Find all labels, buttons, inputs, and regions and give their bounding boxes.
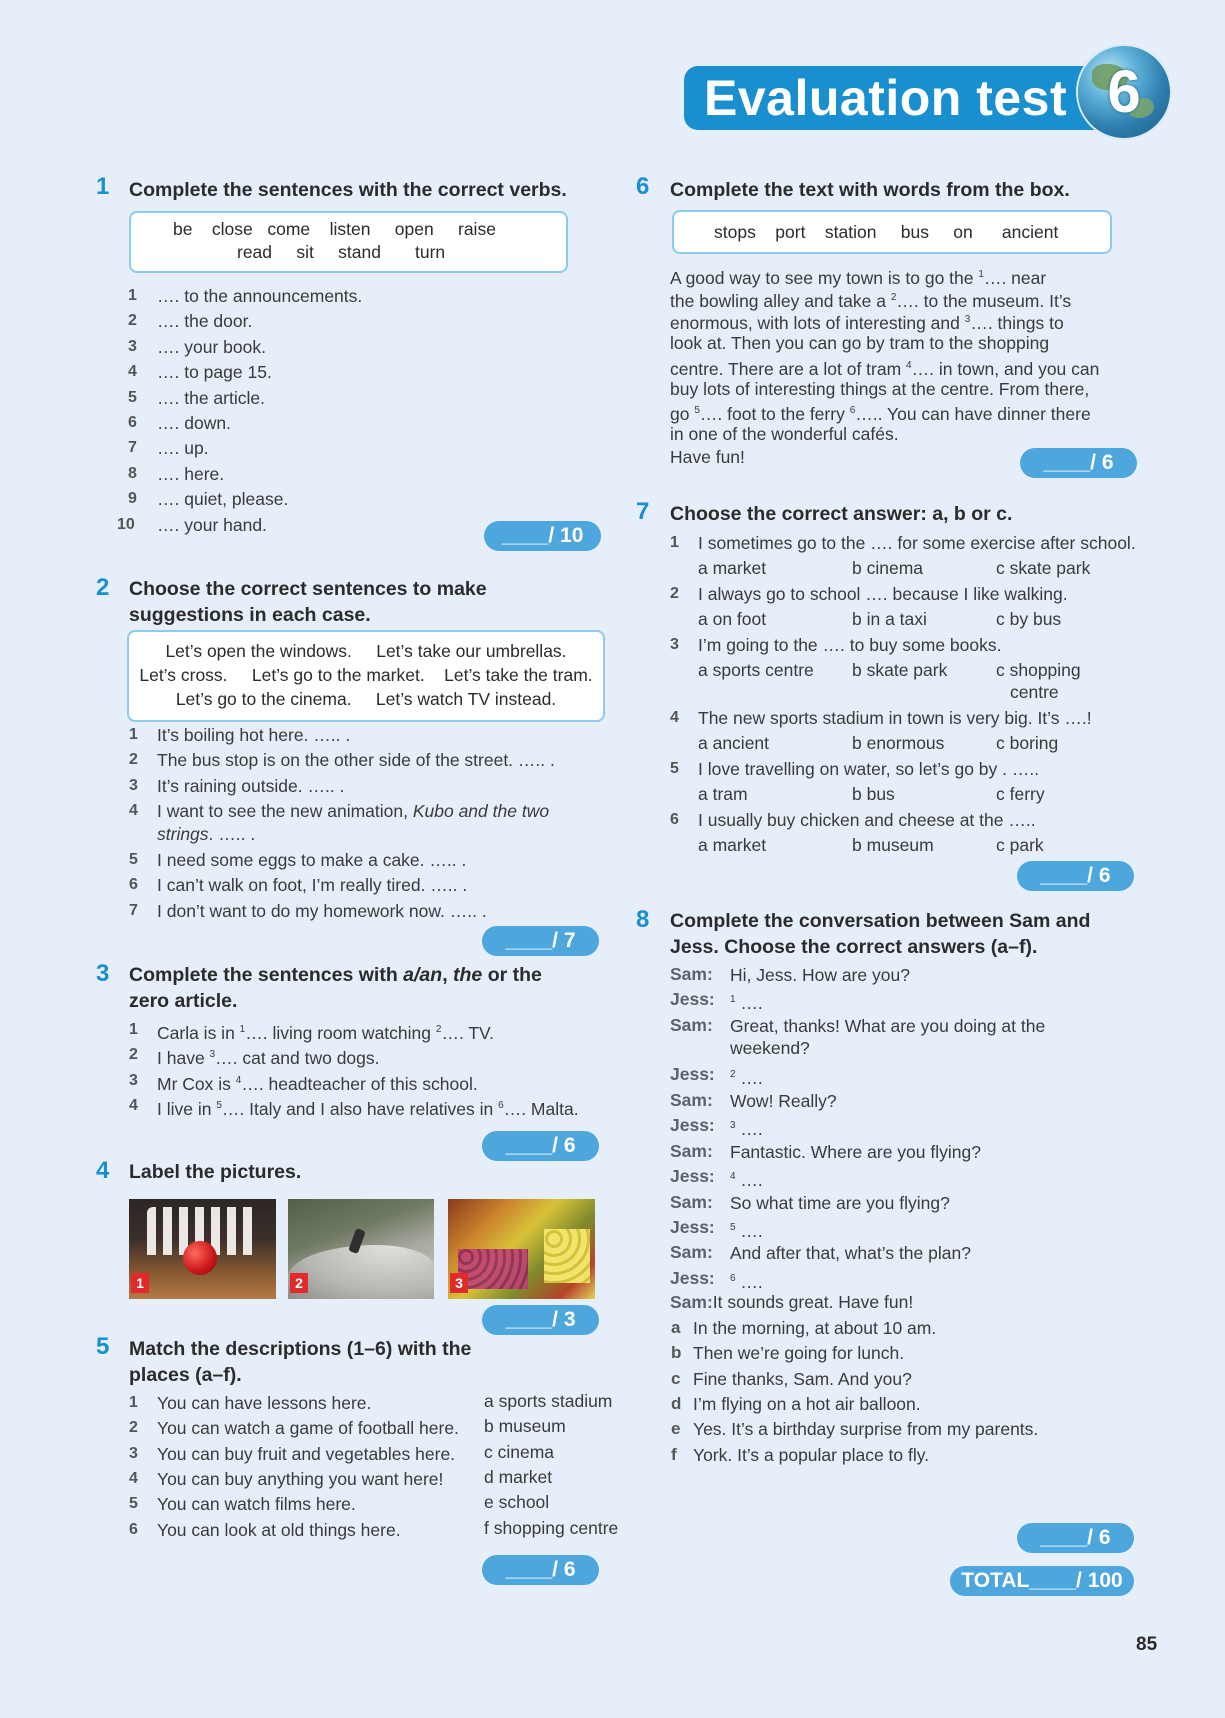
item-text: I want to see the new animation, Kubo and the two bbox=[157, 801, 550, 821]
section-heading: Complete the sentences with a/an, the or the bbox=[129, 964, 542, 986]
item-number: 2 bbox=[128, 312, 137, 330]
section-number: 6 bbox=[636, 173, 650, 200]
item-number: 5 bbox=[129, 851, 138, 868]
dialogue-line: Great, thanks! What are you doing at the bbox=[730, 1016, 1046, 1036]
speaker-label: Sam: bbox=[670, 1242, 713, 1262]
text-line: the bowling alley and take a $^2$…. to the museum. It’s bbox=[670, 290, 1072, 311]
section-number: 5 bbox=[96, 1333, 110, 1360]
speaker-label: Jess: bbox=[670, 1268, 715, 1288]
item-number: 7 bbox=[129, 902, 138, 919]
option-letter: f bbox=[671, 1444, 677, 1464]
dialogue-line: And after that, what’s the plan? bbox=[730, 1243, 971, 1263]
place-option: e school bbox=[484, 1492, 550, 1513]
item-text: Mr Cox is $^4$…. headteacher of this school. bbox=[157, 1073, 478, 1094]
item-text: Carla is in $^1$…. living room watching $^2$…. TV. bbox=[157, 1022, 494, 1043]
item-number: 2 bbox=[670, 585, 679, 602]
answer-option: a ancient bbox=[698, 733, 770, 753]
item-text: …. the door. bbox=[157, 311, 253, 332]
item-text: …. to the announcements. bbox=[157, 286, 363, 306]
score-badge: ____/ 3 bbox=[482, 1305, 599, 1335]
dialogue-line: $^1$ …. bbox=[730, 992, 763, 1013]
sentence-box-line: Let’s go to the cinema. Let’s watch TV instead. bbox=[175, 689, 557, 709]
text-line: enormous, with lots of interesting and $^3$…. things to bbox=[670, 313, 1064, 334]
section-heading: Complete the sentences with the correct verbs. bbox=[129, 179, 567, 201]
item-number: 5 bbox=[128, 388, 137, 406]
closing-line: Sam:It sounds great. Have fun! bbox=[670, 1292, 914, 1312]
item-number: 10 bbox=[117, 515, 135, 533]
answer-option: b bus bbox=[852, 784, 895, 804]
page-number: 85 bbox=[1136, 1634, 1158, 1655]
option-text: In the morning, at about 10 am. bbox=[693, 1318, 937, 1338]
speaker-label: Sam: bbox=[670, 1090, 713, 1110]
item-text: I don’t want to do my homework now. ….. . bbox=[157, 901, 487, 921]
market-picture bbox=[448, 1199, 595, 1299]
item-text: You can have lessons here. bbox=[157, 1393, 372, 1413]
picture-number: 3 bbox=[450, 1273, 468, 1293]
section-number: 7 bbox=[636, 498, 650, 525]
option-letter: d bbox=[671, 1393, 682, 1413]
text-line: buy lots of interesting things at the centre. From there, bbox=[670, 378, 1090, 399]
skate-park-picture bbox=[288, 1199, 434, 1299]
word-box-line: stops port station bus on ancient bbox=[714, 222, 1059, 242]
item-text: …. down. bbox=[157, 413, 231, 433]
total-badge: TOTAL____/ 100 bbox=[950, 1566, 1134, 1596]
item-text: I need some eggs to make a cake. ….. . bbox=[157, 850, 467, 870]
score-badge: ____/ 7 bbox=[482, 926, 599, 956]
section-heading: places (a–f). bbox=[129, 1364, 242, 1386]
answer-option: b museum bbox=[852, 835, 934, 855]
answer-option: a market bbox=[698, 835, 767, 855]
picture-number: 1 bbox=[131, 1273, 149, 1293]
item-text: The bus stop is on the other side of the street. ….. . bbox=[157, 750, 555, 770]
item-text: I live in $^5$…. Italy and I also have relatives in $^6$…. Malta. bbox=[157, 1098, 579, 1119]
option-text: Then we’re going for lunch. bbox=[693, 1343, 905, 1364]
speaker-label: Jess: bbox=[670, 1064, 715, 1084]
score-badge: ____/ 10 bbox=[484, 521, 601, 551]
section-heading: zero article. bbox=[129, 990, 238, 1012]
item-number: 1 bbox=[128, 287, 137, 304]
text-line: in one of the wonderful cafés. bbox=[670, 423, 899, 444]
question-text: I love travelling on water, so let’s go by . ….. bbox=[698, 759, 1040, 779]
item-number: 2 bbox=[129, 751, 138, 768]
text-line: centre. There are a lot of tram $^4$…. in town, and you can bbox=[670, 358, 1100, 379]
item-text: …. the article. bbox=[157, 387, 265, 408]
place-option: c cinema bbox=[484, 1441, 555, 1462]
item-text: You can watch a game of football here. bbox=[157, 1418, 459, 1439]
answer-option: c boring bbox=[996, 733, 1059, 753]
section-heading: Choose the correct sentences to make bbox=[129, 578, 487, 600]
answer-option: a on foot bbox=[698, 609, 767, 629]
option-letter: b bbox=[671, 1343, 682, 1363]
item-text: …. your book. bbox=[157, 336, 266, 357]
item-number: 7 bbox=[128, 439, 137, 457]
question-text: I sometimes go to the …. for some exercise after school. bbox=[698, 533, 1136, 553]
text-line: go $^5$…. foot to the ferry $^6$….. You can have dinner there bbox=[670, 404, 1091, 425]
dialogue-line: Wow! Really? bbox=[730, 1091, 837, 1111]
item-number: 5 bbox=[670, 760, 679, 777]
score-badge: ____/ 6 bbox=[1020, 448, 1137, 478]
score-badge: ____/ 6 bbox=[1017, 1523, 1134, 1553]
text-line: Have fun! bbox=[670, 446, 745, 467]
dialogue-line: $^4$ …. bbox=[730, 1169, 763, 1190]
section-heading: Jess. Choose the correct answers (a–f). bbox=[670, 936, 1038, 958]
place-option: b museum bbox=[484, 1416, 566, 1437]
speaker-label: Sam: bbox=[670, 1192, 713, 1212]
option-letter: c bbox=[671, 1368, 681, 1388]
item-text: …. up. bbox=[157, 438, 209, 459]
item-text: You can buy anything you want here! bbox=[157, 1468, 444, 1489]
speaker-label: Sam: bbox=[670, 964, 713, 984]
item-number: 1 bbox=[129, 1021, 138, 1038]
answer-option: centre bbox=[1010, 682, 1059, 702]
answer-option: c park bbox=[996, 835, 1044, 855]
speaker-label: Sam: bbox=[670, 1015, 713, 1035]
page-title: Evaluation test bbox=[704, 70, 1068, 126]
answer-option: a market bbox=[698, 558, 767, 578]
section-heading: Complete the conversation between Sam and bbox=[670, 910, 1091, 932]
question-text: The new sports stadium in town is very big. It’s ….! bbox=[698, 708, 1092, 728]
speaker-label: Jess: bbox=[670, 1166, 715, 1186]
item-text: It’s boiling hot here. ….. . bbox=[157, 725, 351, 745]
section-heading: Choose the correct answer: a, b or c. bbox=[670, 503, 1013, 525]
dialogue-line: $^3$ …. bbox=[730, 1118, 763, 1139]
speaker-label: Jess: bbox=[670, 1115, 715, 1135]
item-number: 2 bbox=[129, 1046, 138, 1064]
sentence-box-line: Let’s cross. Let’s go to the market. Let’s take the tram. bbox=[139, 665, 593, 685]
section-number: 1 bbox=[96, 173, 110, 200]
option-letter: a bbox=[671, 1318, 681, 1337]
place-option: f shopping centre bbox=[484, 1517, 619, 1538]
place-option: a sports stadium bbox=[484, 1391, 613, 1411]
place-option: d market bbox=[484, 1466, 553, 1487]
option-letter: e bbox=[671, 1419, 681, 1439]
item-number: 2 bbox=[129, 1419, 138, 1437]
item-text: I have $^3$…. cat and two dogs. bbox=[157, 1048, 380, 1069]
item-number: 4 bbox=[670, 709, 679, 726]
dialogue-line: weekend? bbox=[730, 1038, 810, 1058]
answer-option: b skate park bbox=[852, 660, 948, 680]
bowling-picture bbox=[129, 1199, 276, 1299]
item-text: …. your hand. bbox=[157, 514, 267, 535]
question-text: I always go to school …. because I like walking. bbox=[698, 584, 1068, 604]
item-number: 6 bbox=[128, 414, 137, 431]
section-number: 3 bbox=[96, 960, 110, 987]
item-number: 8 bbox=[128, 464, 137, 482]
item-text: strings. ….. . bbox=[157, 824, 256, 844]
question-text: I’m going to the …. to buy some books. bbox=[698, 635, 1002, 655]
item-number: 1 bbox=[129, 726, 138, 743]
speaker-label: Sam: bbox=[670, 1141, 713, 1161]
speaker-label: Jess: bbox=[670, 989, 715, 1009]
item-number: 3 bbox=[128, 337, 137, 355]
item-text: It’s raining outside. ….. . bbox=[157, 776, 345, 796]
answer-option: c shopping bbox=[996, 660, 1081, 680]
item-number: 9 bbox=[128, 490, 137, 508]
item-number: 3 bbox=[129, 1444, 138, 1462]
dialogue-line: So what time are you flying? bbox=[730, 1193, 950, 1213]
dialogue-line: $^2$ …. bbox=[730, 1067, 763, 1088]
item-number: 4 bbox=[129, 802, 138, 819]
section-heading: Complete the text with words from the box. bbox=[670, 179, 1070, 201]
section-number: 4 bbox=[96, 1157, 110, 1184]
option-text: Fine thanks, Sam. And you? bbox=[693, 1368, 912, 1389]
item-number: 4 bbox=[129, 1096, 138, 1114]
item-number: 6 bbox=[129, 876, 138, 893]
item-number: 5 bbox=[129, 1495, 138, 1513]
answer-option: c ferry bbox=[996, 784, 1045, 804]
sentence-box-line: Let’s open the windows. Let’s take our umbrellas. bbox=[165, 641, 567, 661]
item-number: 6 bbox=[129, 1520, 138, 1538]
item-text: You can buy fruit and vegetables here. bbox=[157, 1443, 456, 1464]
item-number: 1 bbox=[670, 534, 679, 551]
item-text: …. quiet, please. bbox=[157, 489, 289, 510]
dialogue-line: Fantastic. Where are you flying? bbox=[730, 1142, 981, 1162]
answer-option: b in a taxi bbox=[852, 609, 927, 629]
item-text: I can’t walk on foot, I’m really tired. ….. . bbox=[157, 875, 468, 895]
dialogue-line: $^6$ …. bbox=[730, 1271, 763, 1292]
word-box-line: be close come listen open raise bbox=[173, 219, 496, 239]
text-line: A good way to see my town is to go the $^1$…. near bbox=[670, 267, 1047, 288]
section-number: 2 bbox=[96, 574, 110, 601]
answer-option: b cinema bbox=[852, 558, 924, 578]
item-text: You can watch films here. bbox=[157, 1494, 356, 1515]
dialogue-line: $^5$ …. bbox=[730, 1220, 763, 1241]
score-badge: ____/ 6 bbox=[482, 1131, 599, 1161]
score-badge: ____/ 6 bbox=[1017, 861, 1134, 891]
option-text: I’m flying on a hot air balloon. bbox=[693, 1393, 921, 1414]
item-number: 3 bbox=[129, 1071, 138, 1089]
word-box-line: read sit stand turn bbox=[237, 242, 446, 262]
item-text: …. to page 15. bbox=[157, 362, 272, 383]
section-heading: Label the pictures. bbox=[129, 1161, 302, 1183]
answer-option: c by bus bbox=[996, 609, 1062, 629]
option-text: York. It’s a popular place to fly. bbox=[693, 1444, 930, 1465]
item-number: 3 bbox=[670, 636, 679, 653]
item-text: You can look at old things here. bbox=[157, 1519, 401, 1540]
score-badge: ____/ 6 bbox=[482, 1555, 599, 1585]
item-number: 3 bbox=[129, 777, 138, 794]
item-number: 4 bbox=[129, 1469, 138, 1487]
answer-option: a tram bbox=[698, 784, 748, 804]
item-text: …. here. bbox=[157, 463, 225, 484]
item-number: 6 bbox=[670, 811, 679, 828]
speaker-label: Jess: bbox=[670, 1217, 715, 1237]
section-heading: Match the descriptions (1–6) with the bbox=[129, 1338, 472, 1360]
picture-number: 2 bbox=[290, 1273, 308, 1293]
text-line: look at. Then you can go by tram to the shopping bbox=[670, 333, 1050, 354]
answer-option: a sports centre bbox=[698, 660, 814, 680]
item-number: 4 bbox=[128, 363, 137, 381]
answer-option: b enormous bbox=[852, 733, 945, 753]
unit-number: 6 bbox=[1107, 58, 1141, 125]
option-text: Yes. It’s a birthday surprise from my parents. bbox=[693, 1419, 1039, 1440]
dialogue-line: Hi, Jess. How are you? bbox=[730, 965, 910, 985]
question-text: I usually buy chicken and cheese at the ….. bbox=[698, 810, 1036, 830]
item-number: 1 bbox=[129, 1394, 138, 1411]
section-heading: suggestions in each case. bbox=[129, 604, 371, 626]
section-number: 8 bbox=[636, 906, 650, 933]
answer-option: c skate park bbox=[996, 558, 1091, 578]
